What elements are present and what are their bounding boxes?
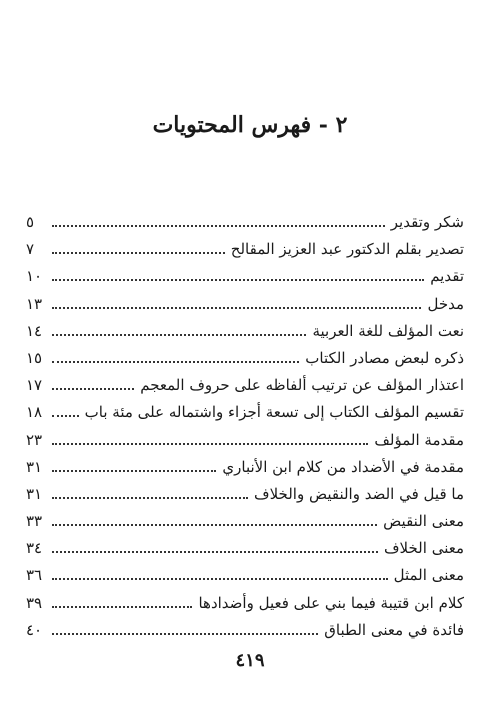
toc-entry — [26, 372, 464, 399]
toc-entry-title: تصدير بقلم الدكتور عبد العزيز المقالح — [230, 240, 464, 259]
toc-entry-page: ٣٤ — [26, 539, 43, 558]
toc-entry — [26, 535, 464, 562]
toc-entry — [26, 399, 464, 426]
toc-entry-title: ذكره لبعض مصادر الكتاب — [305, 348, 464, 367]
toc-entry-title: معنى المثل — [393, 566, 464, 585]
toc-entry-title: تقديم — [430, 267, 464, 286]
dot-leader — [52, 578, 388, 580]
toc-entry-page: ١٧ — [26, 376, 43, 395]
toc-entry-title: كلام ابن قتيبة فيما بني على فعيل وأضدادها — [198, 593, 464, 612]
toc-entry — [26, 590, 464, 617]
dot-leader — [52, 606, 192, 608]
toc-entry-title: معنى الخلاف — [384, 539, 464, 558]
dot-leader — [52, 307, 421, 309]
dot-leader — [52, 524, 377, 526]
dot-leader — [52, 279, 424, 281]
toc-entry — [26, 454, 464, 481]
toc-entry-page: ١٨ — [26, 403, 43, 422]
toc-entry-title: تقسيم المؤلف الكتاب إلى تسعة أجزاء واشتماله على مئة باب — [84, 403, 464, 422]
toc-entry — [26, 617, 464, 644]
dot-leader — [52, 334, 306, 336]
dot-leader — [52, 551, 378, 553]
toc-entry-page: ١٠ — [26, 267, 43, 286]
toc-entry — [26, 209, 464, 236]
toc-entry — [26, 508, 464, 535]
toc-entry-title: فائدة في معنى الطباق — [324, 620, 464, 639]
dot-leader — [52, 388, 134, 390]
toc-entry-title: معنى النقيض — [383, 512, 464, 531]
dot-leader — [52, 415, 79, 417]
toc-entry-page: ٣١ — [26, 484, 43, 503]
toc-entry-page: ٣٦ — [26, 566, 43, 585]
toc-entry-page: ١٥ — [26, 348, 43, 367]
toc-entry — [26, 562, 464, 589]
page-title: ٢ - فهرس المحتويات — [152, 112, 348, 138]
toc-entry-title: مقدمة المؤلف — [374, 430, 464, 449]
toc-entry-title: ما قيل في الضد والنقيض والخلاف — [254, 484, 464, 503]
toc-entry — [26, 318, 464, 345]
toc-entry — [26, 481, 464, 508]
toc-entry-page: ١٣ — [26, 294, 43, 313]
toc-entry-title: شكر وتقدير — [390, 213, 464, 231]
toc-entry-page: ٣٣ — [26, 512, 43, 531]
dot-leader — [52, 633, 318, 635]
toc-entry-title: مقدمة في الأضداد من كلام ابن الأنباري — [222, 457, 464, 476]
dot-leader — [52, 225, 385, 227]
dot-leader — [52, 497, 248, 499]
table-of-contents — [26, 209, 464, 644]
toc-entry-page: ٤٠ — [26, 620, 43, 639]
toc-entry-page: ٥ — [26, 213, 35, 231]
dot-leader — [52, 252, 225, 254]
toc-entry-page: ٣٩ — [26, 593, 43, 612]
toc-entry-page: ٧ — [26, 240, 35, 259]
toc-entry — [26, 291, 464, 318]
toc-entry-title: مدخل — [427, 294, 464, 313]
page-number: ٤١٩ — [235, 650, 265, 671]
dot-leader — [52, 470, 216, 472]
toc-entry-page: ٢٣ — [26, 430, 43, 449]
toc-entry-page: ١٤ — [26, 321, 43, 340]
toc-entry-title: اعتذار المؤلف عن ترتيب ألفاظه على حروف المعجم — [140, 376, 464, 395]
dot-leader — [52, 443, 368, 445]
toc-entry-page: ٣١ — [26, 457, 43, 476]
toc-entry — [26, 263, 464, 290]
dot-leader — [52, 361, 299, 363]
toc-entry — [26, 427, 464, 454]
toc-entry — [26, 345, 464, 372]
toc-entry-title: نعت المؤلف للغة العربية — [312, 321, 464, 340]
toc-entry — [26, 236, 464, 263]
